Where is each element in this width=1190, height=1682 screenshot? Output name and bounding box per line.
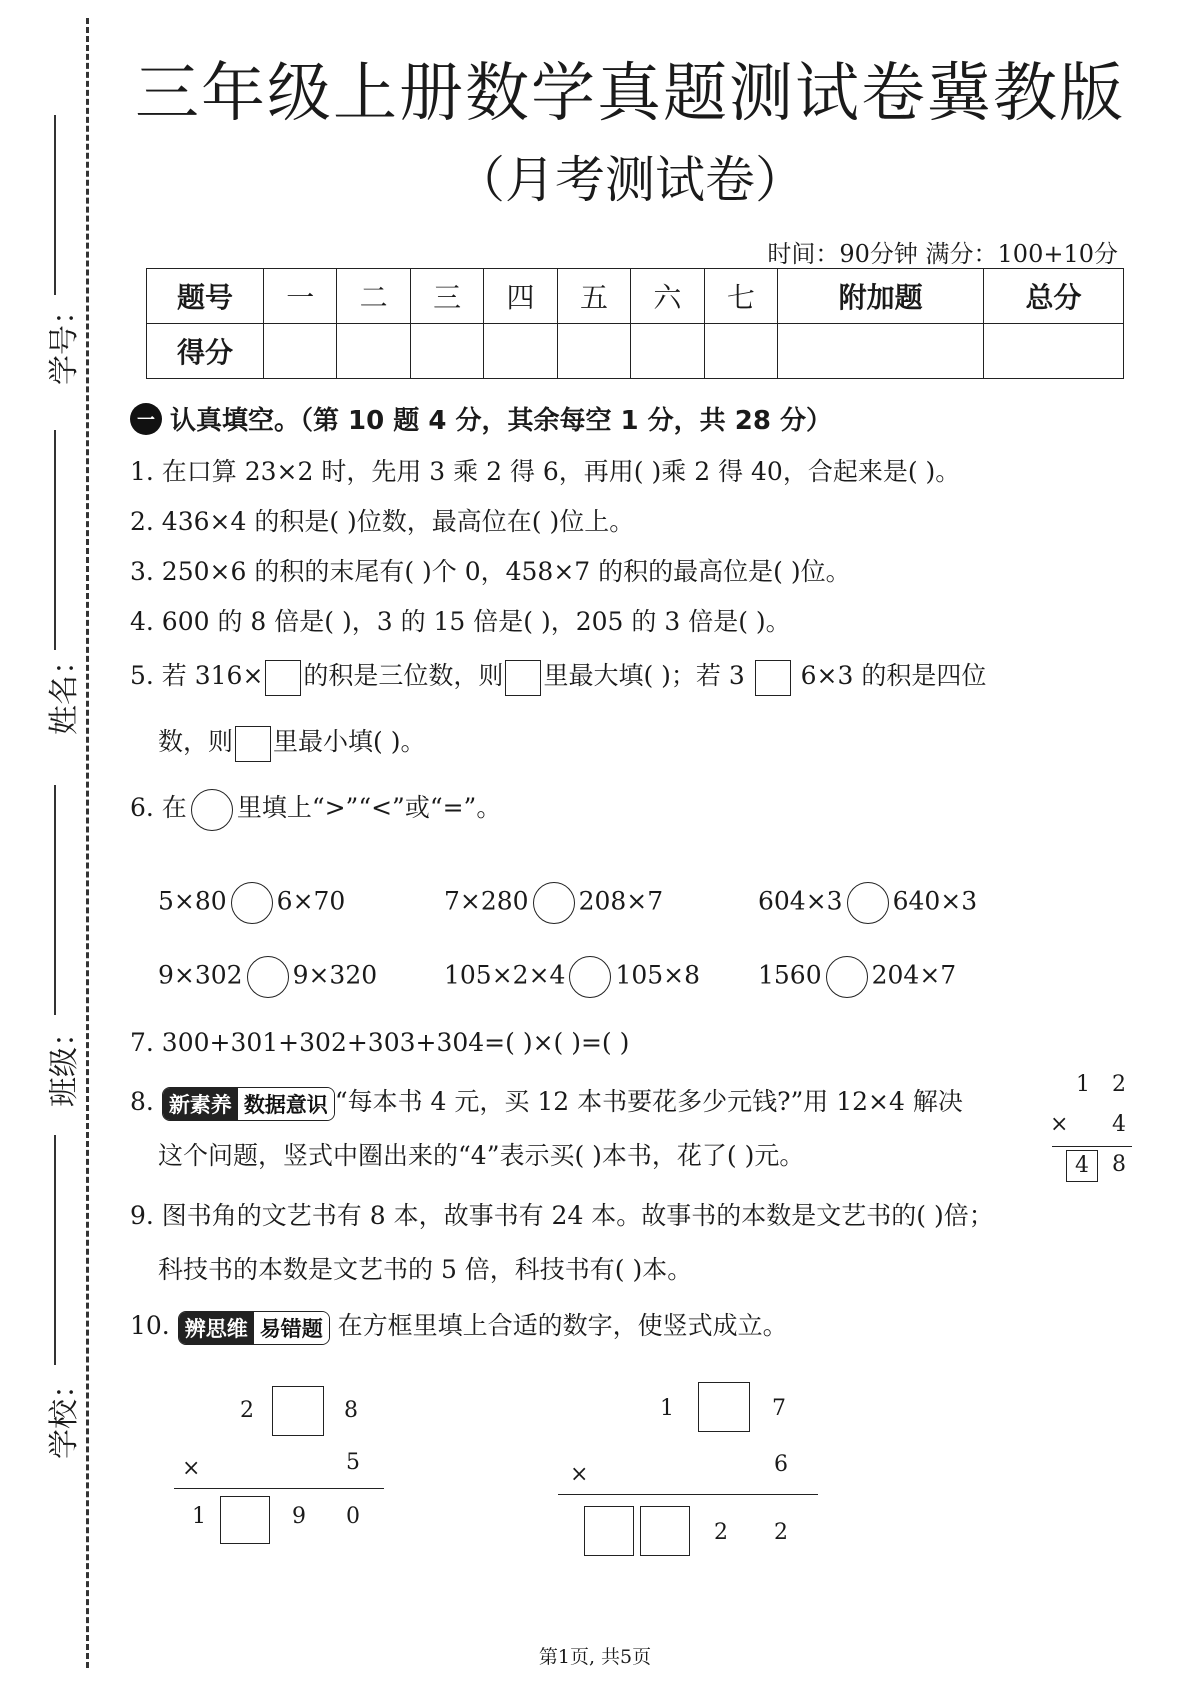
question-5-line-2 <box>158 722 425 762</box>
v8-result-2: 8 <box>1112 1152 1126 1177</box>
compare-left: 9×302 <box>158 960 243 990</box>
answer-box[interactable] <box>505 660 541 696</box>
compare-item <box>158 956 377 998</box>
vb-line <box>558 1494 818 1495</box>
score-cell[interactable] <box>778 324 984 379</box>
table-header-cell: 四 <box>484 269 557 324</box>
student-id-label: 学号： <box>47 295 82 385</box>
compare-circle[interactable] <box>826 956 868 998</box>
tag-light: 易错题 <box>254 1312 329 1344</box>
table-header-cell: 一 <box>264 269 337 324</box>
class-label: 班级： <box>47 1017 82 1107</box>
tag-new-literacy <box>162 1087 335 1121</box>
answer-box[interactable] <box>265 660 301 696</box>
tag-dark: 新素养 <box>163 1088 238 1120</box>
student-id-line <box>54 115 56 295</box>
question-4: 4. 600 的 8 倍是( )，3 的 15 倍是( )，205 的 3 倍是( )。 <box>130 607 791 636</box>
compare-item <box>444 956 700 998</box>
compare-right: 640×3 <box>892 886 978 916</box>
compare-item <box>444 882 663 924</box>
q5-text-e: 数，则 <box>158 727 234 756</box>
compare-left: 5×80 <box>158 886 227 916</box>
vb-result-blank-box-2[interactable] <box>640 1506 690 1556</box>
score-table-score-row <box>147 324 1124 379</box>
table-header-cell: 五 <box>557 269 630 324</box>
score-cell[interactable] <box>704 324 777 379</box>
v8-top-2: 2 <box>1112 1072 1126 1097</box>
table-header-cell: 二 <box>337 269 410 324</box>
question-1: 1. 在口算 23×2 时，先用 3 乘 2 得 6，再用( )乘 2 得 40，合起来是( )。 <box>130 457 961 486</box>
score-cell[interactable] <box>337 324 410 379</box>
compare-left: 105×2×4 <box>444 960 566 990</box>
score-cell[interactable] <box>631 324 704 379</box>
score-cell[interactable] <box>410 324 483 379</box>
q10-text: 在方框里填上合适的数字，使竖式成立。 <box>337 1311 788 1340</box>
answer-box[interactable] <box>235 726 271 762</box>
section-1-title: 认真填空。（第 10 题 4 分，其余每空 1 分，共 28 分） <box>170 406 832 436</box>
va-line <box>174 1488 384 1489</box>
v8-circled-digit: 4 <box>1066 1150 1098 1182</box>
compare-item <box>758 882 977 924</box>
v8-multiplier: 4 <box>1112 1112 1126 1137</box>
question-2: 2. 436×4 的积是( )位数，最高位在( )位上。 <box>130 507 635 536</box>
name-line <box>54 430 56 650</box>
va-top-1: 2 <box>240 1398 254 1423</box>
score-cell[interactable] <box>557 324 630 379</box>
v8-operator: × <box>1050 1112 1069 1137</box>
compare-circle[interactable] <box>231 882 273 924</box>
va-multiplier: 5 <box>346 1450 360 1475</box>
question-8-line-1 <box>130 1082 963 1121</box>
tag-light: 数据意识 <box>238 1088 334 1120</box>
school-label: 学校： <box>47 1369 82 1459</box>
compare-circle[interactable] <box>247 956 289 998</box>
table-header-cell: 题号 <box>147 269 264 324</box>
table-header-cell: 三 <box>410 269 483 324</box>
table-header-cell: 七 <box>704 269 777 324</box>
score-row-label: 得分 <box>147 324 264 379</box>
question-3: 3. 250×6 的积的末尾有( )个 0，458×7 的积的最高位是( )位。 <box>130 557 851 586</box>
vb-multiplier: 6 <box>774 1452 788 1477</box>
vb-blank-box[interactable] <box>698 1382 750 1432</box>
name-label: 姓名： <box>47 645 82 735</box>
circle-icon <box>191 789 233 831</box>
page-subtitle: （月考测试卷） <box>455 151 805 209</box>
v8-top-1: 1 <box>1076 1072 1090 1097</box>
compare-left: 7×280 <box>444 886 529 916</box>
compare-right: 9×320 <box>292 960 378 990</box>
binding-dashed-line <box>86 18 89 1668</box>
question-10 <box>130 1306 788 1345</box>
vb-operator: × <box>570 1462 589 1487</box>
va-result-3: 9 <box>292 1504 306 1529</box>
school-line <box>54 1135 56 1365</box>
v8-line <box>1052 1146 1132 1147</box>
tag-thinking <box>178 1311 330 1345</box>
page-footer: 第1页, 共5页 <box>538 1646 652 1668</box>
question-7: 7. 300+301+302+303+304=( )×( )=( ) <box>130 1028 630 1057</box>
table-header-cell: 六 <box>631 269 704 324</box>
vb-result-3: 2 <box>714 1520 728 1545</box>
q5-text-a: 5. 若 316× <box>130 661 264 690</box>
question-9-line-1: 9. 图书角的文艺书有 8 本，故事书有 24 本。故事书的本数是文艺书的( )倍； <box>130 1201 994 1230</box>
compare-right: 6×70 <box>276 886 346 916</box>
q5-text-f: 里最小填( )。 <box>273 727 426 756</box>
section-1-badge: 一 <box>130 403 162 435</box>
section-1-header <box>130 400 832 437</box>
va-operator: × <box>182 1456 201 1481</box>
exam-meta: 时间：90分钟 满分：100+10分 <box>767 240 1118 268</box>
vb-result-blank-box-1[interactable] <box>584 1506 634 1556</box>
q8-number: 8. <box>130 1087 154 1116</box>
q5-text-d: 6×3 的积是四位 <box>800 661 987 690</box>
va-result-blank-box[interactable] <box>220 1496 270 1544</box>
q6-text-b: 里填上“>”“<”或“=”。 <box>236 793 502 822</box>
question-5-line-1 <box>130 656 986 696</box>
tag-dark: 辨思维 <box>179 1312 254 1344</box>
compare-item <box>758 956 956 998</box>
question-8-line-2: 这个问题，竖式中圈出来的“4”表示买( )本书，花了( )元。 <box>158 1141 805 1170</box>
score-table <box>146 268 1124 379</box>
question-6 <box>130 788 501 831</box>
compare-item <box>158 882 345 924</box>
score-cell[interactable] <box>984 324 1124 379</box>
score-table-header-row <box>147 269 1124 324</box>
q6-text-a: 6. 在 <box>130 793 187 822</box>
table-header-cell: 附加题 <box>778 269 984 324</box>
compare-circle[interactable] <box>847 882 889 924</box>
vb-result-4: 2 <box>774 1520 788 1545</box>
q5-text-c: 里最大填( )；若 3 <box>543 661 745 690</box>
page-title: 三年级上册数学真题测试卷冀教版 <box>135 57 1125 131</box>
compare-circle[interactable] <box>533 882 575 924</box>
score-cell[interactable] <box>264 324 337 379</box>
compare-left: 604×3 <box>758 886 843 916</box>
q5-text-b: 的积是三位数，则 <box>303 661 504 690</box>
class-line <box>54 785 56 1015</box>
compare-right: 204×7 <box>871 960 957 990</box>
table-header-cell: 总分 <box>984 269 1124 324</box>
q10-number: 10. <box>130 1311 170 1340</box>
vb-top-1: 1 <box>660 1396 674 1421</box>
compare-right: 208×7 <box>578 886 664 916</box>
va-top-3: 8 <box>344 1398 358 1423</box>
q8-text-a: “每本书 4 元，买 12 本书要花多少元钱?”用 12×4 解决 <box>334 1087 963 1116</box>
va-result-1: 1 <box>192 1504 206 1529</box>
score-cell[interactable] <box>484 324 557 379</box>
compare-circle[interactable] <box>569 956 611 998</box>
compare-right: 105×8 <box>615 960 701 990</box>
va-blank-box[interactable] <box>272 1386 324 1436</box>
compare-left: 1560 <box>758 960 822 990</box>
question-9-line-2: 科技书的本数是文艺书的 5 倍，科技书有( )本。 <box>158 1255 693 1284</box>
vb-top-3: 7 <box>772 1396 786 1421</box>
answer-box[interactable] <box>755 660 791 696</box>
va-result-4: 0 <box>346 1504 360 1529</box>
